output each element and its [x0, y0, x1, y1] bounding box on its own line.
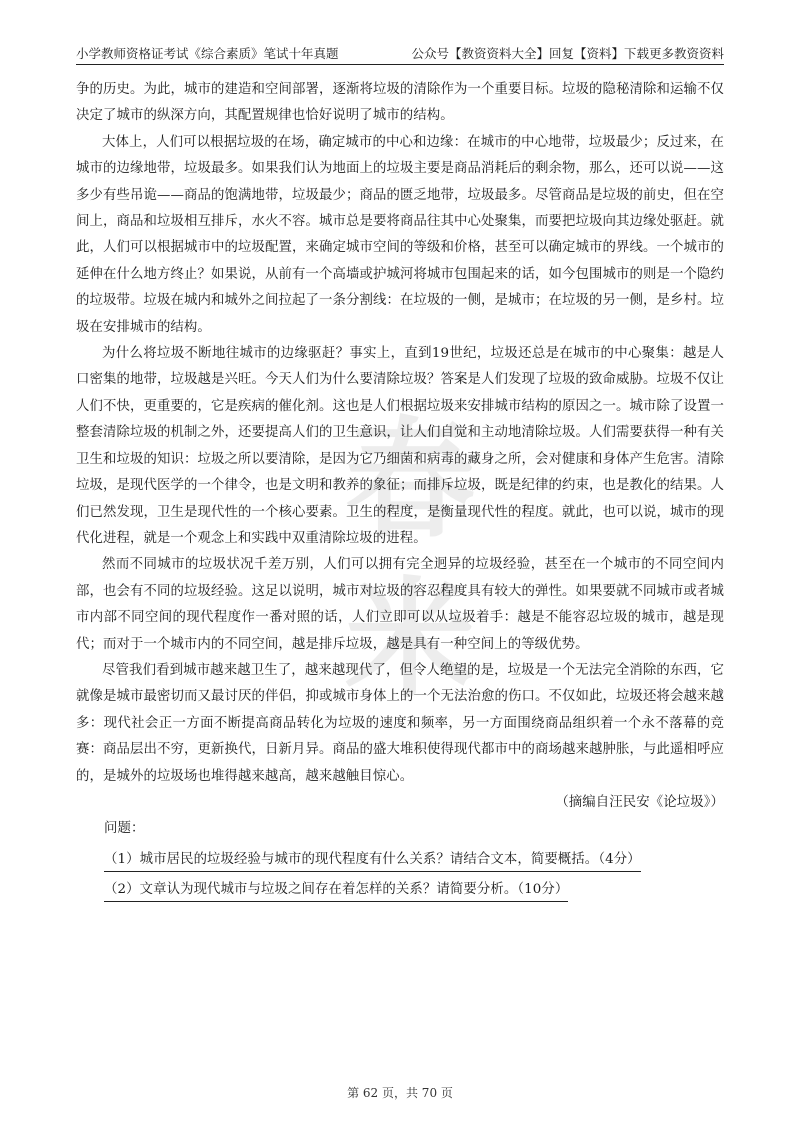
article-body — [76, 77, 724, 904]
question-1: （1）城市居民的垃圾经验与城市的现代程度有什么关系？请结合文本，简要概括。（4分） — [104, 849, 641, 872]
paragraph-4: 然而不同城市的垃圾状况千差万别，人们可以拥有完全迥异的垃圾经验，甚至在一个城市的不同空间内部，也会有不同的垃圾经验。这足以说明，城市对垃圾的容忍程度具有较大的弹性。如果要就不同城市或者城市内部不同空间的现代程度作一番对照的话，人们立即可以从垃圾着手：越是不能容忍垃圾的城市，越是现代；而对于一个城市内的不同空间，越是排斥垃圾，越是具有一种空间上的等级优势。 — [76, 557, 724, 652]
paragraph-2: 大体上，人们可以根据垃圾的在场，确定城市的中心和边缘：在城市的中心地带，垃圾最少；反过来，在城市的边缘地带，垃圾最多。如果我们认为地面上的垃圾主要是商品消耗后的剩余物，那么，还可以说——这多少有些吊诡——商品的饱满地带，垃圾最少；商品的匮乏地带，垃圾最多。尽管商品是垃圾的前史，但在空间上，商品和垃圾相互排斥，水火不容。城市总是要将商品往其中心处聚集，而要把垃圾向其边缘处驱赶。就此，人们可以根据城市中的垃圾配置，来确定城市空间的等级和价格，甚至可以确定城市的界线。一个城市的延伸在什么地方终止？如果说，从前有一个高墙或护城河将城市包围起来的话，如今包围城市的则是一个隐约的垃圾带。垃圾在城内和城外之间拉起了一条分割线：在垃圾的一侧，是城市；在垃圾的另一侧，是乡村。垃圾在安排城市的结构。 — [76, 134, 724, 335]
header-promo: 公众号【教资资料大全】回复【资料】下载更多教资资料 — [411, 46, 724, 61]
source-citation: （摘编自汪民安《论垃圾》） — [555, 794, 724, 810]
paragraph-5: 尽管我们看到城市越来越卫生了，越来越现代了，但令人绝望的是，垃圾是一个无法完全消除的东西，它就像是城市最密切而又最讨厌的伴侣，抑或城市身体上的一个无法治愈的伤口。不仅如此，垃圾还将会越来越多：现代社会正一方面不断提高商品转化为垃圾的速度和频率，另一方面围绕商品组织着一个永不落幕的竞赛：商品层出不穷，更新换代，日新月异。商品的盛大堆积使得现代都市中的商场越来越肿胀，与此遥相呼应的，是城外的垃圾场也堆得越来越高，越来越触目惊心。 — [76, 662, 724, 784]
page-header — [76, 40, 724, 65]
page-number: 第 62 页，共 70 页 — [347, 1086, 453, 1100]
header-title: 小学教师资格证考试《综合素质》笔试十年真题 — [76, 46, 339, 61]
question-2: （2）文章认为现代城市与垃圾之间存在着怎样的关系？请简要分析。（10分） — [104, 879, 568, 902]
paragraph-1: 争的历史。为此，城市的建造和空间部署，逐渐将垃圾的清除作为一个重要目标。垃圾的隐秘清除和运输不仅决定了城市的纵深方向，其配置规律也恰好说明了城市的结构。 — [76, 82, 724, 124]
paragraph-3: 为什么将垃圾不断地往城市的边缘驱赶？事实上，直到19世纪，垃圾还总是在城市的中心聚集：越是人口密集的地带，垃圾越是兴旺。今天人们为什么要清除垃圾？答案是人们发现了垃圾的致命威胁。垃圾不仅让人们不快，更重要的，它是疾病的催化剂。这也是人们根据垃圾来安排城市结构的原因之一。城市除了设置一整套清除垃圾的机制之外，还要提高人们的卫生意识，让人们自觉和主动地清除垃圾。人们需要获得一种有关卫生和垃圾的知识：垃圾之所以要清除，是因为它乃细菌和病毒的藏身之所，会对健康和身体产生危害。清除垃圾，是现代医学的一个律令，也是文明和教养的象征；而排斥垃圾，既是纪律的约束，也是教化的结果。人们已然发现，卫生是现代性的一个核心要素。卫生的程度，是衡量现代性的程度。就此，也可以说，城市的现代化进程，就是一个观念上和实践中双重清除垃圾的进程。 — [76, 346, 724, 546]
questions-label: 问题： — [104, 821, 145, 837]
watermark: 春米 — [344, 404, 475, 716]
